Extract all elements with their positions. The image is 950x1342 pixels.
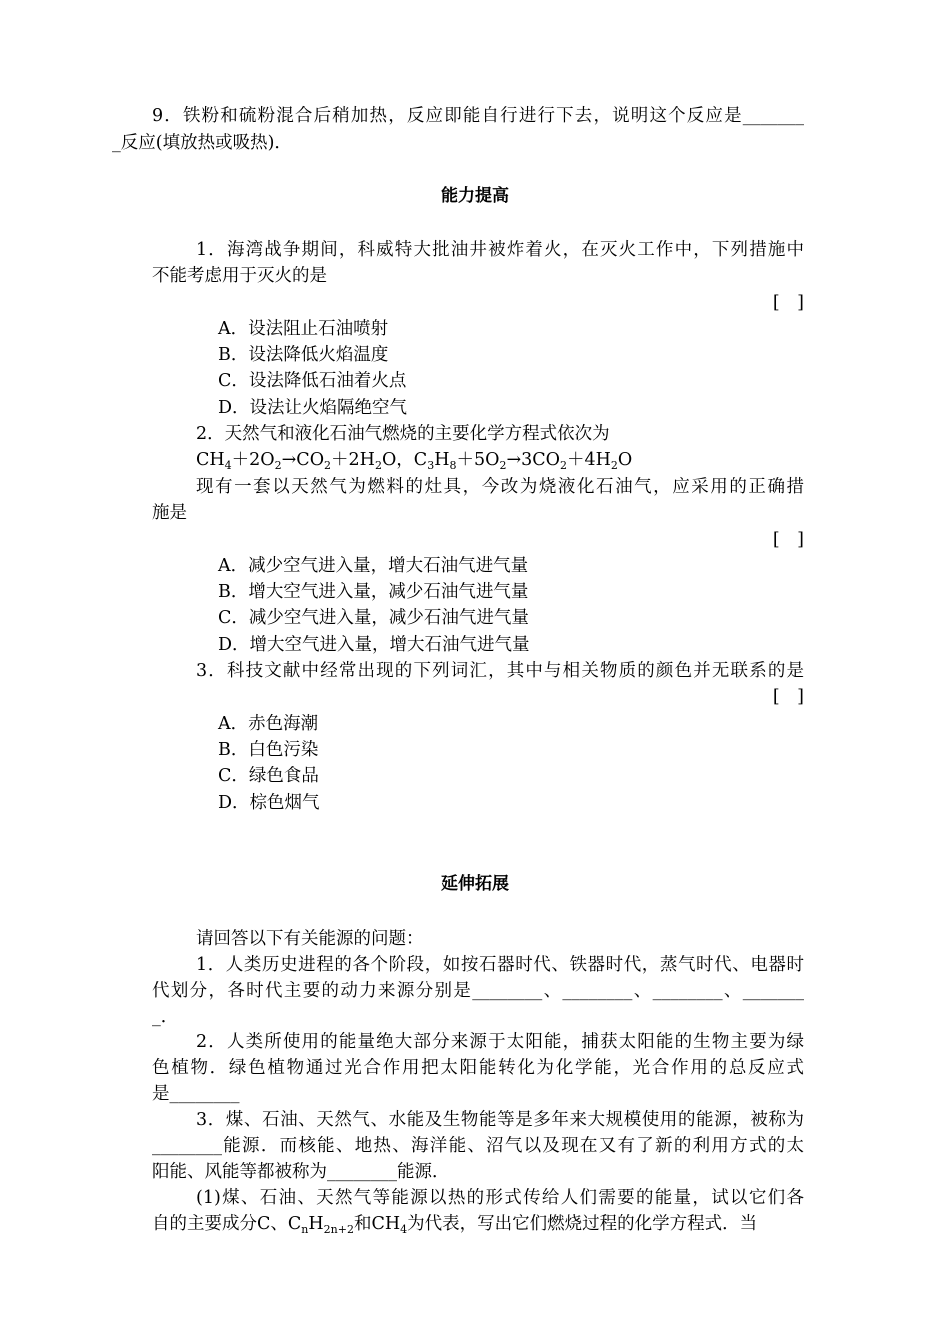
s1-q1-option-c: C．设法降低石油着火点	[218, 371, 407, 391]
s1-q3-option-b: B．白色污染	[218, 740, 319, 760]
s2-p4-line-2: 自的主要成分C、$C_nH_{2n+2}$和$CH_4$为代表，写出它们燃烧过程的化学方程式．当	[152, 1214, 758, 1236]
s1-q2-equation: $CH_4+2O_2\to CO_2+2H_2O$，$C_3H_8+5O_2\to 3CO_2+4H_2O$	[196, 450, 633, 472]
s2-p1-line-1: 1．人类历史进程的各个阶段，如按石器时代、铁器时代，蒸气时代、电器时	[196, 955, 804, 975]
s2-p3-line-2: ________能源．而核能、地热、海洋能、沼气以及现在又有了新的利用方式的太	[152, 1136, 804, 1156]
q9-line-2: _反应(填放热或吸热)．	[112, 133, 292, 153]
s1-q2-line-3: 现有一套以天然气为燃料的灶具，今改为烧液化石油气，应采用的正确措	[196, 477, 804, 497]
q9-line-1: 9．铁粉和硫粉混合后稍加热，反应即能自行进行下去，说明这个反应是_______	[152, 106, 804, 126]
s1-q1-option-b: B．设法降低火焰温度	[218, 345, 389, 365]
s1-q3-option-d: D．棕色烟气	[218, 793, 320, 813]
s1-q3-option-a: A．赤色海潮	[218, 714, 319, 734]
s1-q2-line-4: 施是	[152, 503, 187, 523]
s2-p2-line-3: 是________	[152, 1084, 240, 1104]
s1-q2-option-b: B．增大空气进入量，减少石油气进气量	[218, 582, 529, 602]
s1-q1-option-a: A．设法阻止石油喷射	[218, 319, 389, 339]
s2-p2-line-2: 色植物．绿色植物通过光合作用把太阳能转化为化学能，光合作用的总反应式	[152, 1058, 804, 1078]
s1-q1-line-1: 1．海湾战争期间，科威特大批油井被炸着火，在灭火工作中，下列措施中	[196, 240, 804, 260]
s1-q3-line-1: 3．科技文献中经常出现的下列词汇，其中与相关物质的颜色并无联系的是	[196, 661, 804, 681]
s1-q3-answer-bracket: [ ]	[772, 687, 804, 707]
s2-p2-line-1: 2．人类所使用的能量绝大部分来源于太阳能，捕获太阳能的生物主要为绿	[196, 1032, 804, 1052]
s1-q1-answer-bracket: [ ]	[772, 293, 804, 313]
section-heading-extension: 延伸拓展	[441, 874, 509, 894]
s2-intro: 请回答以下有关能源的问题：	[196, 929, 424, 949]
s1-q2-answer-bracket: [ ]	[772, 530, 804, 550]
s2-p1-line-2: 代划分，各时代主要的动力来源分别是________、________、________、_______	[152, 981, 804, 1001]
s2-p3-line-3: 阳能、风能等都被称为________能源．	[152, 1162, 450, 1182]
s2-p3-line-1: 3．煤、石油、天然气、水能及生物能等是多年来大规模使用的能源，被称为	[196, 1110, 804, 1130]
s2-p1-line-3: _．	[152, 1007, 179, 1027]
section-heading-ability: 能力提高	[441, 186, 509, 206]
s1-q2-line-1: 2．天然气和液化石油气燃烧的主要化学方程式依次为	[196, 424, 610, 444]
s1-q2-option-a: A．减少空气进入量，增大石油气进气量	[218, 556, 529, 576]
s1-q3-option-c: C．绿色食品	[218, 766, 319, 786]
s1-q1-line-2: 不能考虑用于灭火的是	[152, 266, 327, 286]
s1-q1-option-d: D．设法让火焰隔绝空气	[218, 398, 408, 418]
s1-q2-option-c: C．减少空气进入量，减少石油气进气量	[218, 608, 529, 628]
s2-p4-line-1: (1)煤、石油、天然气等能源以热的形式传给人们需要的能量，试以它们各	[196, 1188, 804, 1208]
s1-q2-option-d: D．增大空气进入量，增大石油气进气量	[218, 635, 530, 655]
